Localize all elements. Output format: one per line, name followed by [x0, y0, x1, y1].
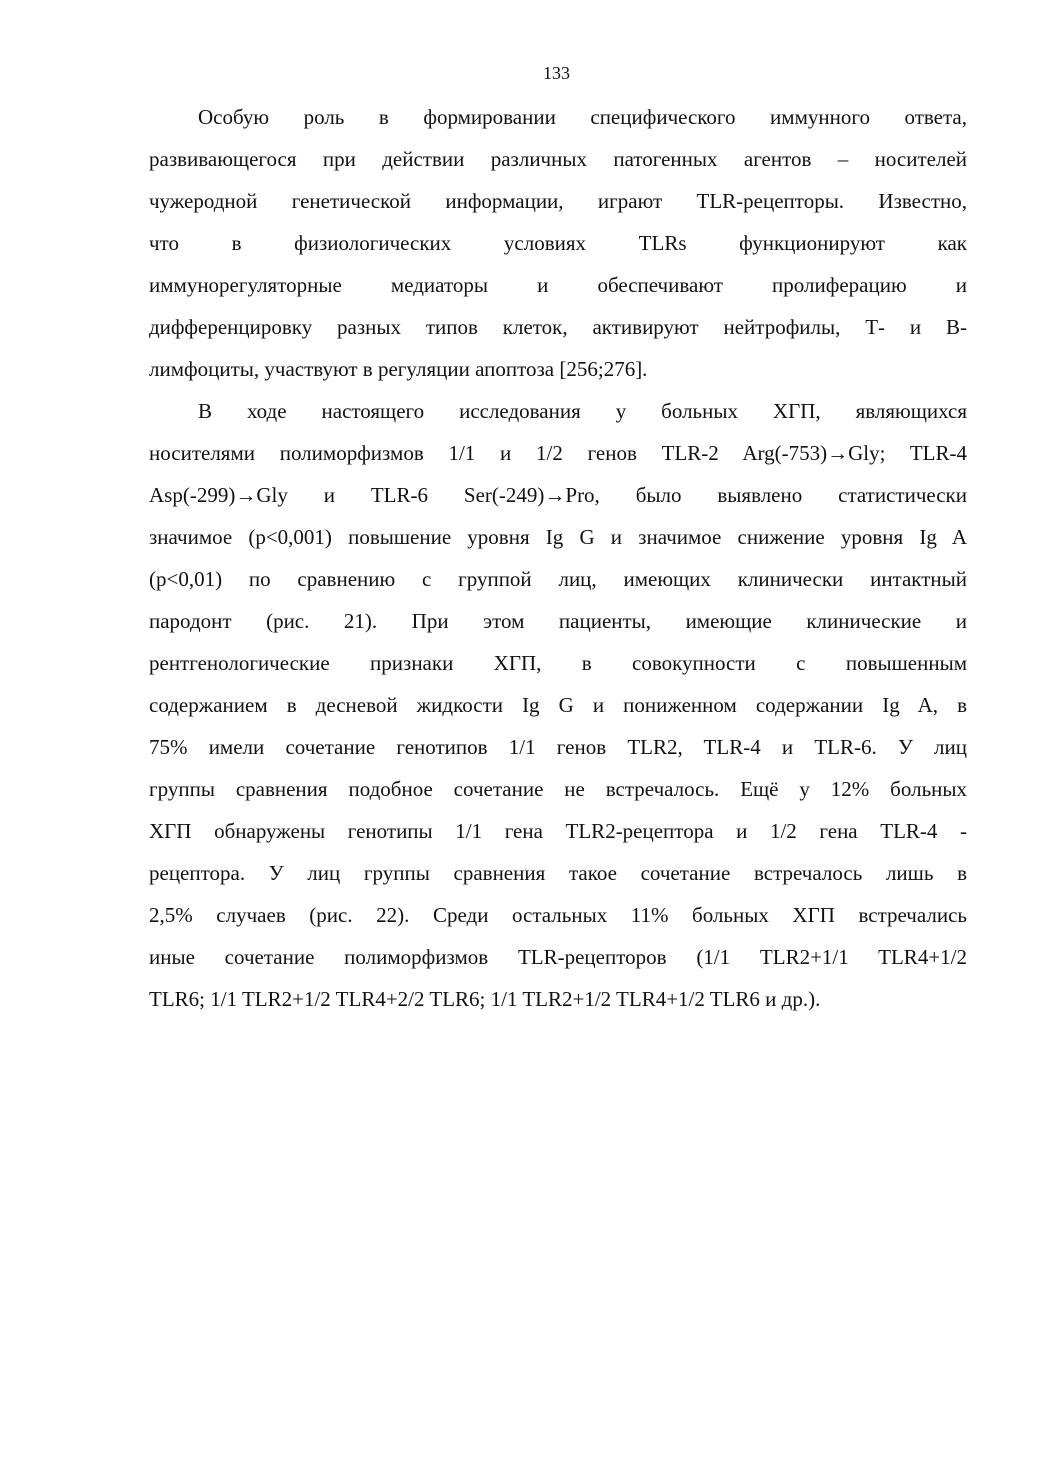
paragraph-line: Особую роль в формировании специфического иммунного ответа, — [198, 105, 967, 129]
paragraph-2 — [149, 390, 967, 1020]
body-text — [149, 96, 967, 1020]
paragraph-line: носителями полиморфизмов 1/1 и 1/2 генов TLR-2 Arg(-753)→Gly; TLR-4 — [149, 441, 967, 465]
paragraph-line: развивающегося при действии различных патогенных агентов – носителей — [149, 147, 967, 171]
paragraph-line: 75% имели сочетание генотипов 1/1 генов TLR2, TLR-4 и TLR-6. У лиц — [149, 735, 967, 759]
paragraph-line: значимое (р<0,001) повышение уровня Ig G и значимое снижение уровня Ig A — [149, 525, 967, 549]
paragraph-line: иные сочетание полиморфизмов TLR-рецепторов (1/1 TLR2+1/1 TLR4+1/2 — [149, 945, 967, 969]
paragraph-line: В ходе настоящего исследования у больных ХГП, являющихся — [198, 399, 967, 423]
paragraph-1 — [149, 96, 967, 390]
paragraph-line: рецептора. У лиц группы сравнения такое сочетание встречалось лишь в — [149, 861, 967, 885]
paragraph-line: ХГП обнаружены генотипы 1/1 гена TLR2-рецептора и 1/2 гена TLR-4 - — [149, 819, 967, 843]
paragraph-line: дифференцировку разных типов клеток, активируют нейтрофилы, Т- и В- — [149, 315, 967, 339]
paragraph-line: Asp(-299)→Gly и TLR-6 Ser(-249)→Pro, было выявлено статистически — [149, 483, 967, 507]
paragraph-line: что в физиологических условиях TLRs функционируют как — [149, 231, 967, 255]
paragraph-line: чужеродной генетической информации, играют TLR-рецепторы. Известно, — [149, 189, 967, 213]
paragraph-line: группы сравнения подобное сочетание не встречалось. Ещё у 12% больных — [149, 777, 967, 801]
paragraph-line: пародонт (рис. 21). При этом пациенты, имеющие клинические и — [149, 609, 967, 633]
paragraph-line: (р<0,01) по сравнению с группой лиц, имеющих клинически интактный — [149, 567, 967, 591]
page-number: 133 — [543, 63, 570, 83]
paragraph-line: содержанием в десневой жидкости Ig G и пониженном содержании Ig A, в — [149, 693, 967, 717]
paragraph-line: 2,5% случаев (рис. 22). Среди остальных 11% больных ХГП встречались — [149, 903, 967, 927]
paragraph-line: иммунорегуляторные медиаторы и обеспечивают пролиферацию и — [149, 273, 967, 297]
paragraph-line: рентгенологические признаки ХГП, в совокупности с повышенным — [149, 651, 967, 675]
paragraph-line: TLR6; 1/1 TLR2+1/2 TLR4+2/2 TLR6; 1/1 TLR2+1/2 TLR4+1/2 TLR6 и др.). — [149, 987, 821, 1011]
paragraph-line: лимфоциты, участвуют в регуляции апоптоза [256;276]. — [149, 357, 648, 381]
